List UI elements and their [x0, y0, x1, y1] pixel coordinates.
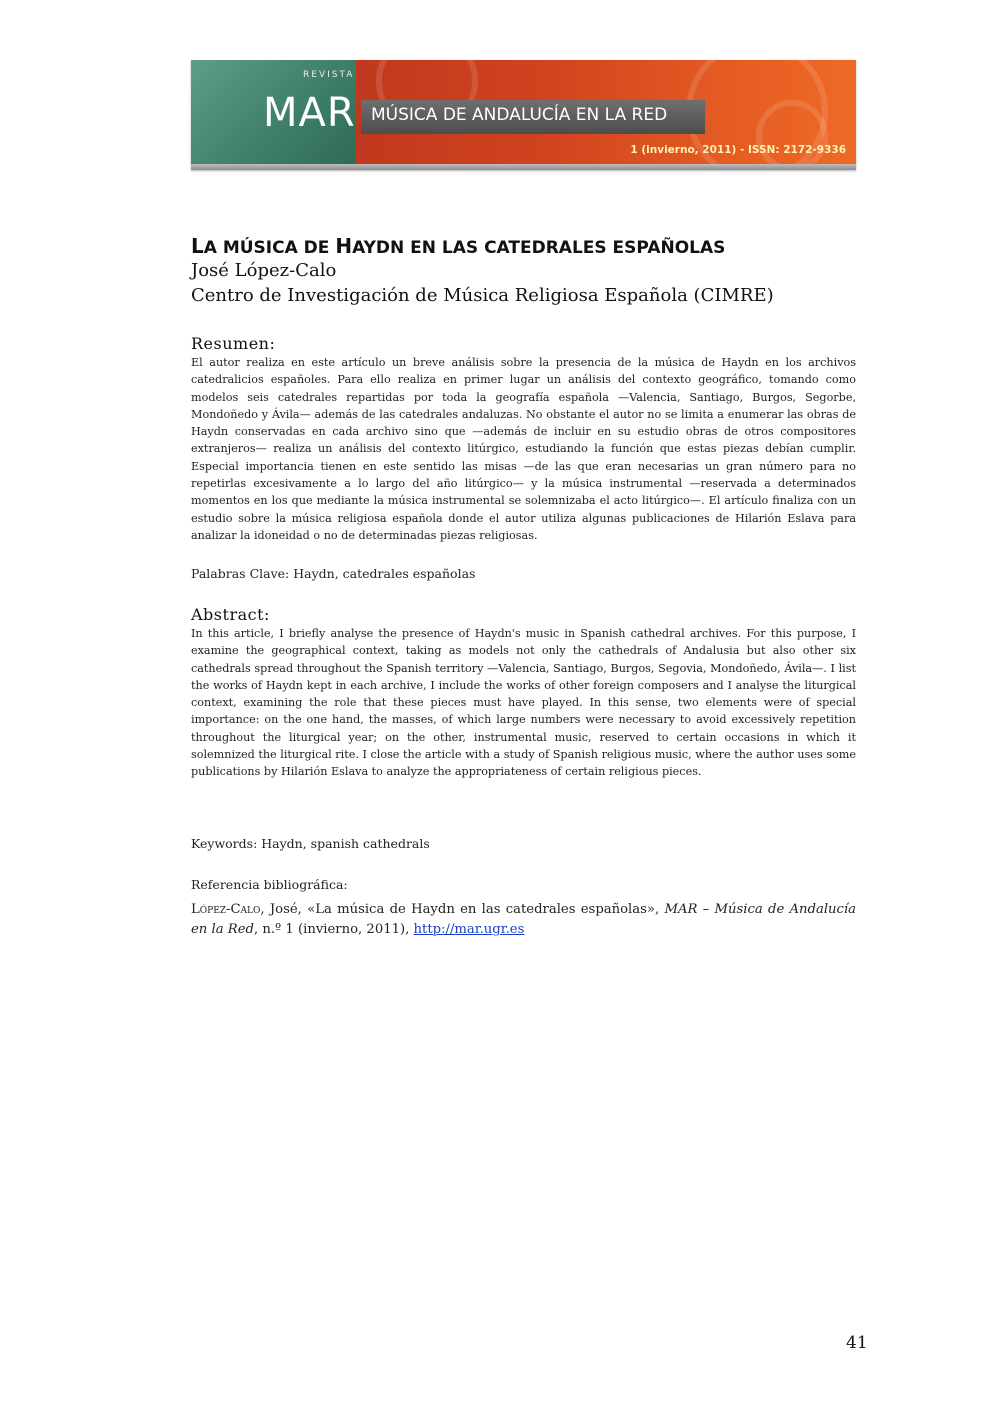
citation-author: López-Calo: [191, 902, 261, 917]
banner-journal-logo-text: MAR: [263, 90, 356, 136]
page-number: 41: [846, 1333, 868, 1353]
decorative-note-circle: [756, 100, 828, 170]
reference-citation: [191, 900, 856, 940]
abstract-keywords: Keywords: Haydn, spanish cathedrals: [191, 836, 430, 851]
resumen-heading: Resumen:: [191, 334, 276, 353]
title-segment: AYDN EN LAS CATEDRALES ESPAÑOLAS: [352, 238, 726, 258]
citation-journal: MAR – Música de Andalucía en la Red: [191, 902, 857, 937]
citation-url-link[interactable]: http://mar.ugr.es: [413, 922, 525, 937]
title-initial: L: [191, 234, 204, 258]
banner-bottom-strip: [191, 164, 856, 170]
banner-revista-label: REVISTA: [303, 70, 355, 80]
article-title: [191, 234, 725, 258]
resumen-text: El autor realiza en este artículo un breve análisis sobre la presencia de la música de Haydn en los archivos catedralicios españoles. Para ello realiza en primer lugar un análisis del contexto geográfico, tomando como modelos seis catedrales repartidas por toda la geografía española —Valencia, Santiago, Burgos, Segorbe, Mondoñedo y Ávila— además de las catedrales andaluzas. No obstante el autor no se limita a enumerar las obras de Haydn conservadas en cada archivo sino que —además de incluir en su estudio obras de otros compositores extranjeros— realiza un análisis del contexto litúrgico, estudiando la función que estas piezas debían cumplir. Especial importancia tienen en este sentido las misas —de las que eran necesarias un gran número para no repetirlas excesivamente a lo largo del año litúrgico— y la música instrumental —reservada a determinados momentos en los que mediante la música instrumental se solemnizaba el acto litúrgico—. El artículo finaliza con un estudio sobre la música religiosa española donde el autor utiliza algunas publicaciones de Hilarión Eslava para analizar la idoneidad o no de determinadas piezas religiosas.: [191, 356, 856, 542]
citation-title: , José, «La música de Haydn en las catedrales españolas»,: [260, 902, 665, 917]
resumen-keywords: Palabras Clave: Haydn, catedrales españolas: [191, 566, 476, 581]
article-author: José López-Calo: [191, 260, 337, 281]
article-affiliation: Centro de Investigación de Música Religiosa Española (CIMRE): [191, 285, 774, 306]
banner-subtitle-box: [361, 100, 705, 134]
title-initial: H: [335, 234, 353, 258]
reference-label: Referencia bibliográfica:: [191, 877, 348, 892]
banner-issue-info: 1 (invierno, 2011) - ISSN: 2172-9336: [630, 144, 846, 156]
abstract-heading: Abstract:: [191, 605, 270, 624]
citation-issue: , n.º 1 (invierno, 2011),: [253, 922, 414, 937]
abstract-text: In this article, I briefly analyse the presence of Haydn's music in Spanish cathedral archives. For this purpose, I examine the geographical context, taking as models not only the cathedrals of Andalusia but also other six cathedrals spread throughout the Spanish territory —Valencia, Santiago, Burgos, Segovia, Mondoñedo, Ávila—. I list the works of Haydn kept in each archive, I include the works of other foreign composers and I analyse the liturgical context, examining the role that these pieces must have played. In this sense, two elements were of special importance: on the one hand, the masses, of which large numbers were necessary to avoid excessively repetition throughout the liturgical year; on the other, instrumental music, reserved to certain occasions in which it solemnized the liturgical rite. I close the article with a study of Spanish religious music, where the author uses some publications by Hilarión Eslava to analyze the appropriateness of certain religious pieces.: [191, 627, 856, 779]
title-segment: A MÚSICA DE: [203, 238, 336, 258]
banner-subtitle: MÚSICA DE ANDALUCÍA EN LA RED: [371, 105, 668, 125]
journal-banner: [191, 60, 856, 170]
